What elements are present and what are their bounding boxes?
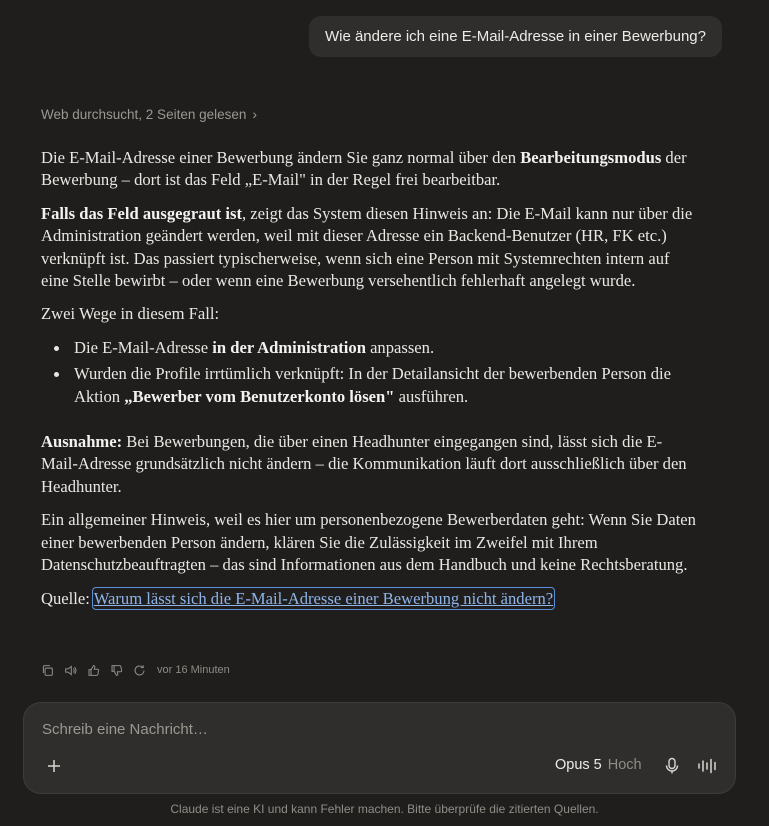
- answer-paragraph: Ausnahme: Bei Bewerbungen, die über einen Headhunter eingegangen sind, lässt sich die E-Mail-Adresse grundsätzlich nicht ändern – die Kommunikation läuft dort ausschließlich über den Headhunter.: [41, 432, 687, 496]
- model-effort: Hoch: [607, 757, 642, 773]
- chevron-right-icon: ›: [252, 106, 258, 122]
- bold-text: „Bewerber vom Benutzerkonto lösen": [124, 386, 395, 406]
- bold-text: Bearbeitungsmodus: [520, 148, 662, 167]
- web-search-summary[interactable]: [41, 106, 257, 122]
- list-item: Die E-Mail-Adresse in der Administration anpassen.: [41, 337, 696, 359]
- answer-paragraph: Zwei Wege in diesem Fall:: [41, 304, 220, 324]
- user-message-bubble: [309, 16, 722, 57]
- add-attachment-button[interactable]: [41, 753, 67, 779]
- bold-text: Falls das Feld ausgegraut ist: [41, 203, 242, 223]
- waveform-icon: [697, 758, 719, 774]
- assistant-answer: [41, 147, 696, 621]
- answer-paragraph: Die E-Mail-Adresse einer Bewerbung ändern Sie ganz normal über den Bearbeitungsmodus der Bewerbung – dort ist das Feld „E-Mail" in der Regel frei bearbeitbar.: [41, 148, 687, 190]
- bold-text: in der Administration: [212, 337, 366, 357]
- message-composer: [23, 702, 736, 794]
- microphone-icon: [664, 757, 680, 775]
- user-message-text: Wie ändere ich eine E-Mail-Adresse in einer Bewerbung?: [324, 28, 706, 45]
- model-name: Opus 5: [555, 757, 602, 773]
- list-item: Wurden die Profile irrtümlich verknüpft: In der Detailansicht der bewerbenden Person die Aktion „Bewerber vom Benutzerkonto lösen" ausführen.: [41, 363, 696, 408]
- message-timestamp: vor 16 Minuten: [157, 664, 230, 676]
- bold-text: Ausnahme:: [41, 432, 123, 452]
- source-line: [41, 588, 696, 610]
- voice-mode-button[interactable]: [696, 755, 720, 777]
- message-input[interactable]: [42, 721, 642, 738]
- model-selector[interactable]: [555, 757, 642, 773]
- thumbs-down-icon[interactable]: [109, 663, 123, 677]
- message-actions: [40, 663, 230, 677]
- speaker-icon[interactable]: [63, 663, 77, 677]
- answer-list: [41, 337, 696, 408]
- plus-icon: [46, 758, 62, 774]
- answer-paragraph: Ein allgemeiner Hinweis, weil es hier um personenbezogene Bewerberdaten geht: Wenn Sie Daten einer bewerbenden Person ändern, klären Sie die Zulässigkeit im Zweifel mit Ihrem Datenschutzbeauftragten – das sind Informationen aus dem Handbuch und keine Rechtsberatung.: [41, 510, 696, 575]
- thumbs-up-icon[interactable]: [86, 663, 100, 677]
- source-label: Quelle:: [41, 588, 94, 608]
- web-search-label: Web durchsucht, 2 Seiten gelesen: [41, 106, 247, 122]
- retry-icon[interactable]: [132, 663, 146, 677]
- copy-icon[interactable]: [40, 663, 54, 677]
- answer-paragraph: Falls das Feld ausgegraut ist, zeigt das System diesen Hinweis an: Die E-Mail kann nur über die Administration geändert werden, weil mit dieser Adresse ein Backend-Benutzer (HR, FK etc.) verknüpft ist. Das passiert typischerweise, wenn sich eine Person mit Systemrechten intern auf eine Stelle bewirbt – oder wenn eine Bewerbung versehentlich fehlerhaft angelegt wurde.: [41, 203, 693, 291]
- microphone-button[interactable]: [661, 755, 683, 777]
- source-link[interactable]: Warum lässt sich die E-Mail-Adresse einer Bewerbung nicht ändern?: [93, 588, 554, 608]
- disclaimer-text: Claude ist eine KI und kann Fehler machen. Bitte überprüfe die zitierten Quellen.: [170, 802, 599, 816]
